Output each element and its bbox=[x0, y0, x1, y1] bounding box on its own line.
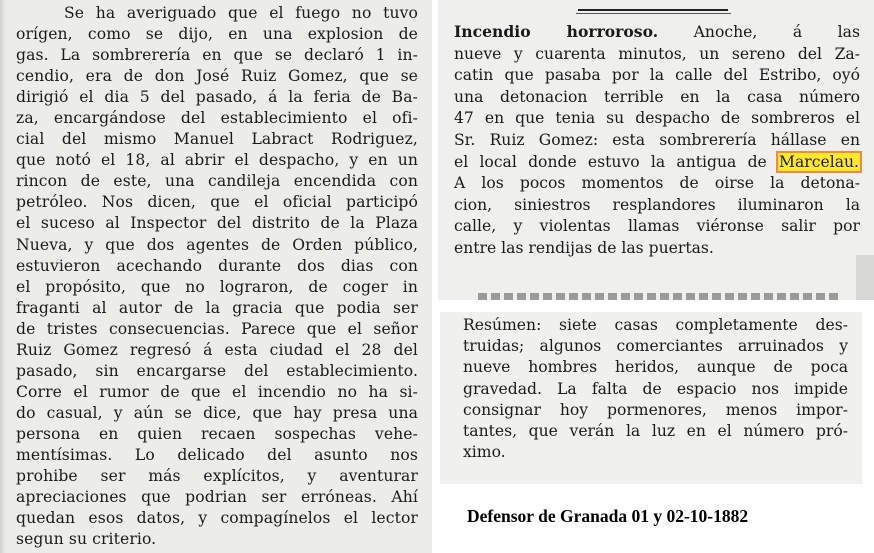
headline: Incendio horroroso. bbox=[454, 22, 659, 41]
text-line: fraganti al autor de la gracia que podia ser bbox=[16, 298, 418, 317]
text-line: estuvieron acechando durante dos dias con bbox=[16, 256, 418, 275]
text-line: que notó el 18, al abrir el despacho, y en un bbox=[16, 151, 418, 170]
text-line: calle, y violentas llamas viéronse salir por bbox=[454, 217, 860, 236]
text-line: Resúmen: siete casas completamente des- bbox=[463, 316, 848, 334]
text-line: do casual, y aún se dice, que hay presa una bbox=[16, 403, 418, 422]
text-line: entre las rendijas de las puertas. bbox=[454, 238, 714, 257]
bottom-right-clipping bbox=[440, 312, 862, 484]
text-line: persona en quien recaen sospechas vehe- bbox=[16, 424, 418, 443]
text-line: truidas; algunos comerciantes arruinados y bbox=[463, 337, 848, 356]
top-right-clipping bbox=[438, 0, 874, 300]
headline-line bbox=[454, 21, 860, 44]
section-rule bbox=[578, 9, 728, 11]
text-line: orígen, como se dijo, en una explosion de bbox=[16, 25, 418, 44]
source-caption: Defensor de Granada 01 y 02-10-1882 bbox=[467, 506, 749, 526]
text-line: dirigió el dia 5 del pasado, á la feria de Ba- bbox=[16, 88, 418, 107]
text-line: una detonacion terrible en la casa número bbox=[454, 87, 860, 106]
text-line: za, encargándose del establecimiento el ofi- bbox=[16, 109, 418, 128]
text-before-highlight: el local donde estuvo la antigua de bbox=[454, 152, 767, 171]
text-line: cendio, era de don José Ruiz Gomez, que se bbox=[16, 67, 418, 86]
left-column-clipping bbox=[0, 0, 432, 553]
text-line: pasado, sin encargarse del establecimiento. bbox=[16, 361, 418, 380]
text-line: nueve y cuarenta minutos, un sereno del Za- bbox=[454, 44, 860, 63]
text-line: apreciaciones que podrian ser erróneas. Ahí bbox=[16, 488, 418, 507]
text-line: consignar hoy pormenores, menos impor- bbox=[463, 400, 848, 419]
text-line: nueve hombres heridos, aunque de poca bbox=[463, 358, 848, 377]
text-line: A los pocos momentos de oirse la detona- bbox=[454, 174, 860, 193]
text-line: Ruiz Gomez regresó á esta ciudad el 28 del bbox=[16, 340, 418, 359]
text-line: gas. La sombrerería en que se declaró 1 in- bbox=[16, 46, 418, 65]
article-body bbox=[454, 21, 860, 260]
adjacent-column-fragment bbox=[856, 255, 874, 300]
text-line: cial del mismo Manuel Labract Rodriguez, bbox=[16, 130, 418, 149]
text-line: el suceso al Inspector del distrito de la Plaza bbox=[16, 214, 418, 233]
text-line: catin que pasaba por la calle del Estribo, oyó bbox=[454, 66, 860, 85]
text-line: ximo. bbox=[463, 443, 506, 462]
text-line: gravedad. La falta de espacio nos impide bbox=[463, 379, 848, 398]
text-line: Corre el rumor de que el incendio no ha si- bbox=[16, 382, 418, 401]
section-rule-thin bbox=[576, 13, 731, 14]
text-line: de tristes consecuencias. Parece que el señor bbox=[16, 319, 418, 338]
text-line: Nueva, y que dos agentes de Orden público, bbox=[16, 235, 418, 254]
text-line: mentísimas. Lo delicado del asunto nos bbox=[16, 445, 418, 464]
cut-off-text-fragment bbox=[478, 293, 838, 300]
text-line: Sr. Ruiz Gomez: esta sombrerería hállase en bbox=[454, 130, 860, 149]
text-line: prohibe ser más explícitos, y aventurar bbox=[16, 467, 418, 486]
text-line: 47 en que tenia su despacho de sombreros el bbox=[454, 109, 860, 128]
text-line: quedan esos datos, y compagínelos el lector bbox=[16, 509, 418, 528]
highlighted-word: Marcelau. bbox=[779, 152, 859, 171]
text-line: segun su criterio. bbox=[16, 530, 157, 549]
text-line: petróleo. Nos dicen, que el oficial participó bbox=[16, 193, 418, 212]
page-edge-shadow bbox=[0, 0, 6, 553]
text-line: Se ha averiguado que el fuego no tuvo bbox=[64, 4, 418, 22]
text-line: tantes, que verán la luz en el número pró- bbox=[463, 422, 848, 441]
text-line-highlighted bbox=[454, 152, 860, 174]
text-line: el propósito, que no lograron, de coger in bbox=[16, 277, 418, 296]
text-line: cion, siniestros resplandores iluminaron la bbox=[454, 195, 860, 214]
text-line: rincon de este, una candileja encendida con bbox=[16, 172, 418, 191]
headline-line-rest: Anoche, á las bbox=[693, 23, 860, 41]
